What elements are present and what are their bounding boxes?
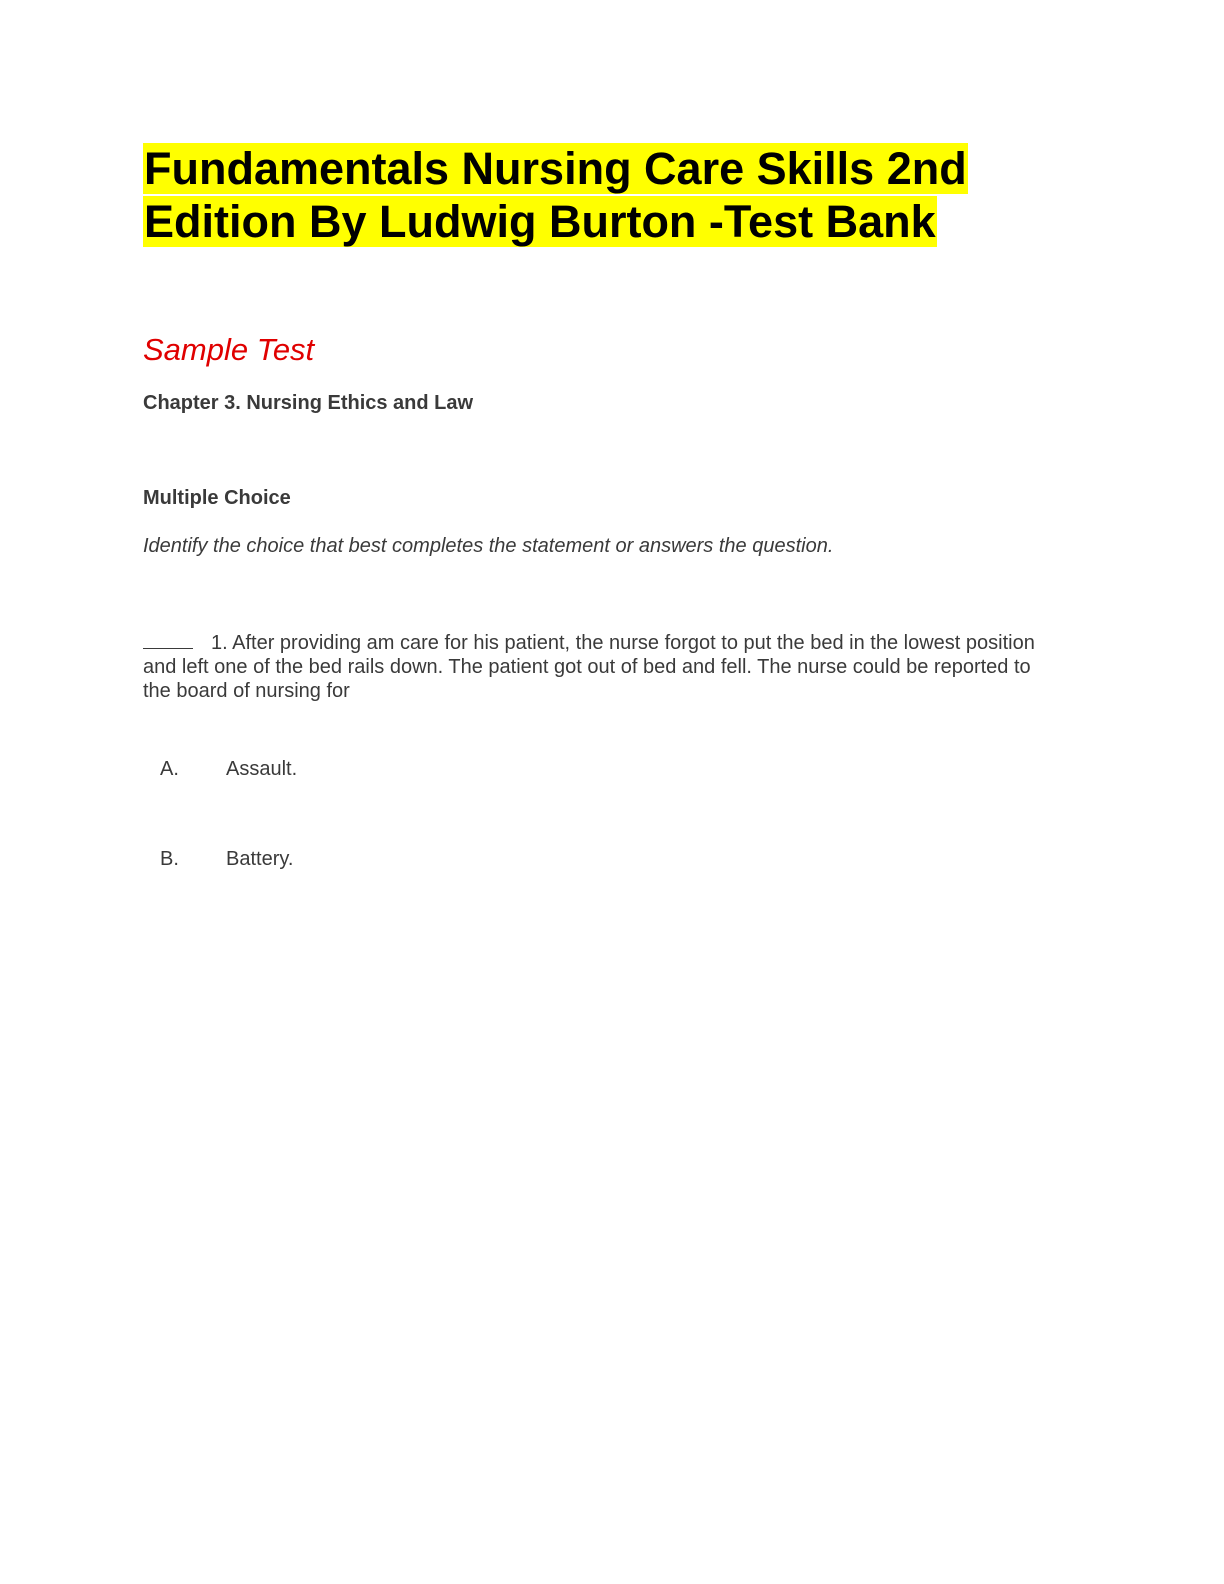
answer-blank[interactable]	[143, 630, 193, 649]
title-highlight: Fundamentals Nursing Care Skills 2nd Edition By Ludwig Burton -Test Bank	[144, 143, 967, 247]
question-1	[143, 630, 1053, 703]
section-heading: Multiple Choice	[143, 487, 291, 509]
option-letter: A.	[160, 758, 179, 780]
question-text: After providing am care for his patient, the nurse forgot to put the bed in the lowest position and left one of the bed rails down. The patient got out of bed and fell. The nurse could be reported to the board of nursing for	[143, 632, 1035, 702]
chapter-heading: Chapter 3. Nursing Ethics and Law	[143, 392, 474, 414]
instructions-text: Identify the choice that best completes the statement or answers the question.	[143, 535, 834, 557]
document-title	[143, 142, 1043, 248]
option-text: Assault.	[226, 758, 298, 780]
question-number: 1.	[211, 632, 228, 654]
option-letter: B.	[160, 848, 179, 870]
option-text: Battery.	[226, 848, 294, 870]
option-b	[160, 847, 293, 871]
option-a	[160, 757, 297, 781]
sample-test-heading: Sample Test	[143, 332, 315, 367]
